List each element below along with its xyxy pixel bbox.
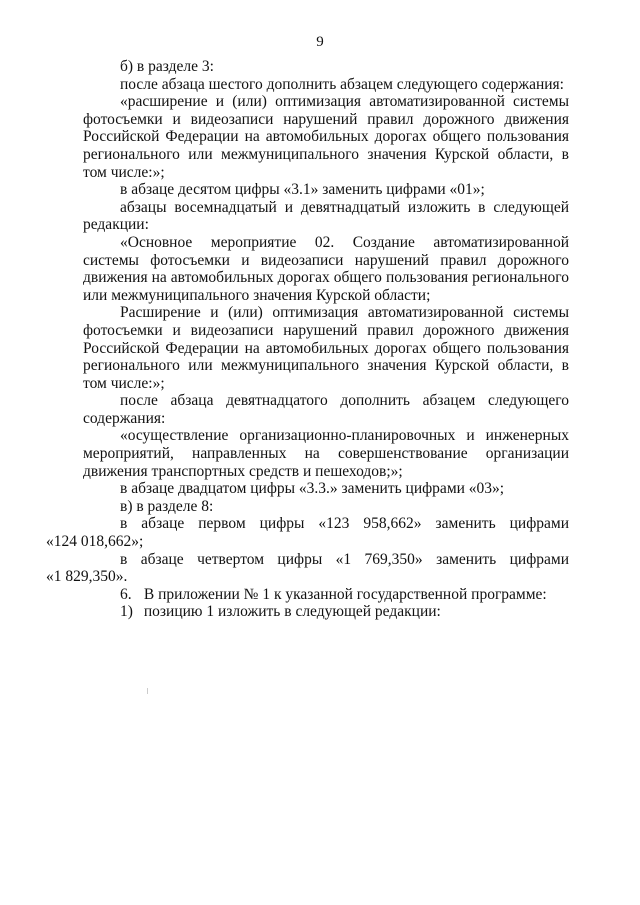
paragraph-fourth-replace: [46, 550, 569, 586]
paragraph-quote-expansion: «расширение и (или) оптимизация автоматизированной системы фотосъемки и видеозаписи нарушений правил дорожного движения Российской Федерации на автомобильных дорогах общего пользования регионального или межмуниципального значения Курской области, в том числе:»;: [83, 93, 569, 181]
numbered-item-6-number: 6.: [120, 585, 132, 603]
document-body: [46, 58, 569, 621]
paragraph-expansion-list: Расширение и (или) оптимизация автоматизированной системы фотосъемки и видеозаписи нарушений правил дорожного движения Российской Федерации на автомобильных дорогах общего пользования регионального или межмуниципального значения Курской области, в том числе:»;: [83, 304, 569, 392]
paragraph-first-replace-line2: «124 018,662»;: [46, 533, 144, 551]
paragraph-after-nineteenth: после абзаца девятнадцатого дополнить абзацем следующего содержания:: [83, 392, 569, 427]
paragraph-quote-measures: «осуществление организационно-планировочных и инженерных мероприятий, направленных на совершенствование организации движения транспортных средств и пешеходов;»;: [83, 427, 569, 480]
paragraph-twentieth-replace: в абзаце двадцатом цифры «3.3.» заменить цифрами «03»;: [120, 480, 505, 498]
paragraph-fourth-replace-line2: «1 829,350».: [46, 568, 128, 586]
paragraph-section-8-heading: в) в разделе 8:: [120, 497, 214, 515]
numbered-items: [83, 586, 569, 621]
numbered-item-1: [83, 603, 569, 621]
paragraph-section-3-heading: б) в разделе 3:: [120, 58, 214, 75]
paragraph-first-replace-line1: в абзаце первом цифры «123 958,662» заменить цифрами: [120, 515, 569, 533]
paragraph-fourth-replace-line1: в абзаце четвертом цифры «1 769,350» заменить цифрами: [120, 550, 569, 568]
paragraph-first-replace: [46, 515, 569, 551]
numbered-item-1-number: 1): [120, 603, 133, 621]
page-number: 9: [316, 34, 324, 50]
paragraph-18-19-heading: абзацы восемнадцатый и девятнадцатый изложить в следующей редакции:: [83, 198, 569, 234]
paragraph-tenth-replace: в абзаце десятом цифры «3.1» заменить цифрами «01»;: [120, 181, 485, 199]
numbered-item-1-text: позицию 1 изложить в следующей редакции:: [143, 603, 441, 621]
numbered-item-6-text: В приложении № 1 к указанной государственной программе:: [143, 585, 547, 603]
scan-mark: [147, 688, 148, 694]
paragraph-main-activity-02: «Основное мероприятие 02. Создание автоматизированной системы фотосъемки и видеозаписи нарушений правил дорожного движения на автомобильных дорогах общего пользования регионального или межмуниципального значения Курской области;: [83, 233, 569, 304]
numbered-item-6: [83, 586, 569, 604]
paragraph-after-sixth: после абзаца шестого дополнить абзацем следующего содержания:: [120, 75, 564, 93]
